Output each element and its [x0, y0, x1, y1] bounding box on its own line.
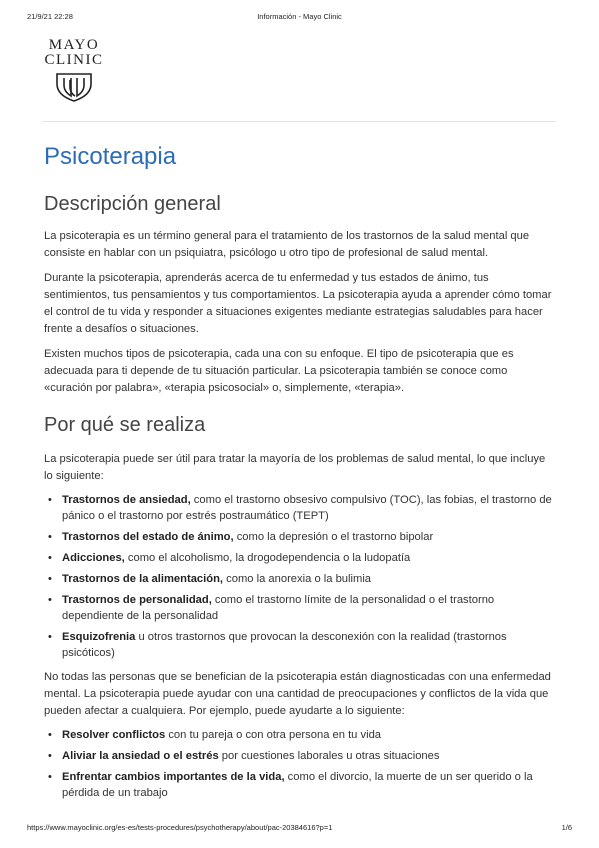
list-item: • Enfrentar cambios importantes de la vida, como el divorcio, la muerte de un ser querido o la pérdida de un trabajo [48, 771, 533, 799]
overview-paragraph-3: Existen muchos tipos de psicoterapia, cada una con su enfoque. El tipo de psicoterapia que es adecuada para ti depende de tu situación particular. La psicoterapia también se conoce como «curación por palabra», «terapia psicosocial» o, simplemente, «terapia». [44, 348, 514, 394]
list-item: • Resolver conflictos con tu pareja o con otra persona en tu vida [48, 729, 382, 741]
why-intro: La psicoterapia puede ser útil para tratar la mayoría de los problemas de salud mental, lo que incluye lo siguiente: [44, 453, 546, 482]
list-item: • Esquizofrenia u otros trastornos que provocan la desconexión con la realidad (trastornos psicóticos) [48, 631, 507, 659]
overview-paragraph-2: Durante la psicoterapia, aprenderás acerca de tu enfermedad y tus estados de ánimo, tus sentimientos, tus pensamientos y tus comportamientos. La psicoterapia ayuda a aprender cómo tomar el control de tu vida y responder a situaciones exigentes mediante estrategias saludables para hacer frente a desafíos o situaciones. [44, 272, 552, 335]
list-item: • Trastornos de personalidad, como el trastorno límite de la personalidad o el trastorno dependiente de la personalidad [48, 594, 495, 622]
print-page-title: Información - Mayo Clinic [257, 12, 342, 21]
print-date: 21/9/21 22:28 [27, 12, 73, 21]
print-url: https://www.mayoclinic.org/es-es/tests-procedures/psychotherapy/about/pac-20384616?p=1 [27, 823, 333, 832]
overview-paragraph-1: La psicoterapia es un término general para el tratamiento de los trastornos de la salud mental que consiste en hablar con un psiquiatra, psicólogo u otro tipo de profesional de salud mental. [44, 230, 530, 259]
list-item: • Adicciones, como el alcoholismo, la drogodependencia o la ludopatía [48, 552, 411, 564]
page-number: 1/6 [561, 823, 572, 832]
conditions-list [44, 492, 556, 661]
why-middle-paragraph: No todas las personas que se benefician de la psicoterapia están diagnosticadas con una enfermedad mental. La psicoterapia puede ayudar con una cantidad de preocupaciones y conflictos de la vida que pueden afectar a cualquiera. Por ejemplo, puede ayudarte a lo siguiente: [44, 671, 551, 717]
header-divider [42, 121, 556, 122]
heading-why: Por qué se realiza [44, 414, 206, 436]
mayo-clinic-logo[interactable] [42, 38, 106, 108]
article-content [44, 143, 556, 806]
list-item: • Trastornos de ansiedad, como el trastorno obsesivo compulsivo (TOC), las fobias, el trastorno de pánico o el trastorno por estrés postraumático (TEPT) [48, 494, 552, 522]
list-item: • Trastornos del estado de ánimo, como la depresión o el trastorno bipolar [48, 531, 434, 543]
heading-overview: Descripción general [44, 193, 221, 215]
logo-word-clinic: CLINIC [44, 52, 104, 68]
list-item: • Trastornos de la alimentación, como la anorexia o la bulimia [48, 573, 372, 585]
mayo-shield-icon [54, 72, 94, 102]
print-header [0, 12, 599, 26]
logo-word-mayo: MAYO [48, 37, 100, 53]
helps-list [44, 727, 556, 801]
page-title: Psicoterapia [44, 143, 177, 170]
list-item: • Aliviar la ansiedad o el estrés por cuestiones laborales u otras situaciones [48, 750, 440, 762]
